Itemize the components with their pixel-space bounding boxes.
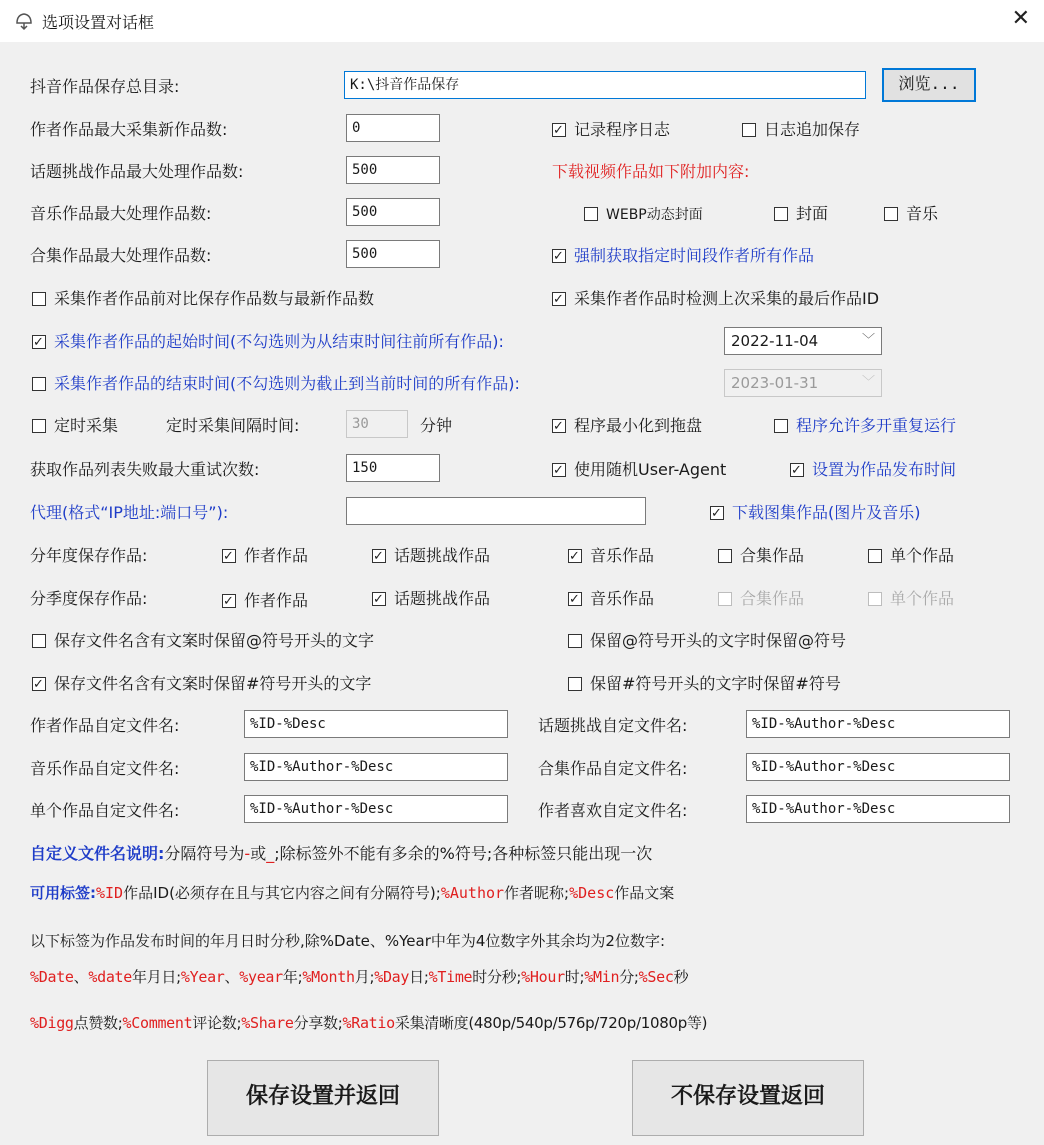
tag: %Sec [638, 968, 674, 986]
tag: %Digg [30, 1014, 74, 1032]
start-time-label: 采集作者作品的起始时间(不勾选则为从结束时间往前所有作品): [54, 332, 504, 351]
extra-content-title: 下载视频作品如下附加内容: [552, 162, 750, 181]
timer-checkbox[interactable] [32, 415, 118, 437]
save-return-button[interactable]: 保存设置并返回 [207, 1060, 439, 1136]
tag: %Desc [569, 884, 615, 902]
checkbox-icon [552, 249, 566, 263]
season-single-label: 单个作品 [890, 589, 955, 608]
log-append-checkbox[interactable] [742, 119, 860, 141]
help-text: 、 [73, 968, 89, 986]
help-text: 分; [619, 968, 639, 986]
tag: %ID [96, 884, 124, 902]
year-single-label: 单个作品 [890, 546, 955, 565]
topic-name-input[interactable]: %ID-%Author-%Desc [746, 710, 1010, 738]
end-date-value: 2023-01-31 [731, 374, 819, 392]
help-line-3: 以下标签为作品发布时间的年月日时分秒,除%Date、%Year中年为4位数字外其余均为2位数字: [30, 932, 666, 950]
help-text: 年; [282, 968, 303, 986]
help-title: 可用标签: [30, 884, 96, 902]
max-new-input[interactable]: 0 [346, 114, 440, 142]
multi-run-checkbox[interactable] [774, 415, 956, 437]
help-dash: - [244, 844, 251, 863]
help-text: 评论数; [192, 1014, 242, 1032]
checkbox-icon [552, 419, 566, 433]
tag: %Share [241, 1014, 294, 1032]
checkbox-icon [868, 549, 882, 563]
year-collection-label: 合集作品 [740, 546, 805, 565]
tag: %Year [180, 968, 225, 986]
random-ua-checkbox[interactable] [552, 459, 726, 481]
help-underscore: _ [266, 844, 275, 863]
tag: %Min [584, 968, 620, 986]
checkbox-icon [568, 634, 582, 648]
like-name-label: 作者喜欢自定文件名: [538, 801, 688, 820]
year-topic-label: 话题挑战作品 [394, 546, 491, 565]
log-append-label: 日志追加保存 [764, 120, 861, 139]
retry-input[interactable]: 150 [346, 454, 440, 482]
tag: %date [88, 968, 133, 986]
start-date-value: 2022-11-04 [731, 332, 819, 350]
start-time-checkbox[interactable] [32, 331, 504, 353]
help-text: 分享数; [293, 1014, 343, 1032]
collection-max-label: 合集作品最大处理作品数: [30, 246, 212, 265]
proxy-label: 代理(格式“IP地址:端口号”): [30, 503, 229, 522]
interval-label: 定时采集间隔时间: [166, 416, 300, 435]
help-text: 作品ID(必须存在且与其它内容之间有分隔符号); [123, 884, 441, 902]
webp-label: WEBP动态封面 [606, 207, 703, 223]
year-single-checkbox[interactable] [868, 545, 954, 567]
year-topic-checkbox[interactable] [372, 545, 490, 567]
checkbox-icon [710, 506, 724, 520]
music-name-label: 音乐作品自定文件名: [30, 759, 180, 778]
checkbox-icon [222, 549, 236, 563]
collection-name-label: 合集作品自定文件名: [538, 759, 688, 778]
tag: %Author [440, 884, 505, 902]
set-time-label: 设置为作品发布时间 [812, 460, 957, 479]
save-dir-label: 抖音作品保存总目录: [30, 77, 180, 96]
checkbox-icon [552, 123, 566, 137]
window-title: 选项设置对话框 [42, 13, 155, 32]
help-text: 月; [354, 968, 375, 986]
keep-at-text-checkbox[interactable] [32, 630, 374, 652]
help-line-4 [30, 966, 688, 988]
checkbox-icon [718, 592, 732, 606]
checkbox-icon [742, 123, 756, 137]
season-music-checkbox[interactable] [568, 588, 654, 610]
help-text: 年月日; [132, 968, 181, 986]
force-range-checkbox[interactable] [552, 245, 814, 267]
keep-at-text-label: 保存文件名含有文案时保留@符号开头的文字 [54, 631, 375, 650]
collection-max-input[interactable]: 500 [346, 240, 440, 268]
retry-label: 获取作品列表失败最大重试次数: [30, 460, 260, 479]
force-range-label: 强制获取指定时间段作者所有作品 [574, 246, 815, 265]
help-text: 或 [250, 844, 267, 863]
by-year-label: 分年度保存作品: [30, 546, 148, 565]
help-text: 时分秒; [472, 968, 522, 986]
help-line-5 [30, 1012, 707, 1034]
cover-checkbox[interactable] [774, 203, 828, 225]
checkbox-icon [32, 335, 46, 349]
author-name-input[interactable]: %ID-%Desc [244, 710, 508, 738]
checkbox-icon [32, 292, 46, 306]
help-text: 时; [564, 968, 585, 986]
year-collection-checkbox[interactable] [718, 545, 804, 567]
help-text: 日; [409, 968, 429, 986]
year-music-checkbox[interactable] [568, 545, 654, 567]
season-author-checkbox[interactable] [222, 590, 308, 612]
minimize-checkbox[interactable] [552, 415, 702, 437]
topic-max-input[interactable]: 500 [346, 156, 440, 184]
app-icon [14, 11, 34, 35]
timer-label: 定时采集 [54, 416, 119, 435]
tag: %Hour [521, 968, 565, 986]
help-text: 分隔符号为 [164, 844, 245, 863]
help-text: 作品文案 [614, 884, 675, 902]
no-save-return-button[interactable]: 不保存设置返回 [632, 1060, 864, 1136]
help-text: 秒 [673, 968, 689, 986]
help-text: 点赞数; [73, 1014, 123, 1032]
topic-name-label: 话题挑战自定文件名: [538, 716, 688, 735]
tag: %Time [428, 968, 473, 986]
season-topic-checkbox[interactable] [372, 588, 490, 610]
webp-checkbox[interactable] [584, 203, 703, 226]
music-max-label: 音乐作品最大处理作品数: [30, 204, 212, 223]
proxy-input[interactable] [346, 497, 646, 525]
detect-last-checkbox[interactable] [552, 288, 879, 310]
help-text: 采集清晰度(480p/540p/576p/720p/1080p等) [394, 1014, 708, 1032]
keep-hash-text-label: 保存文件名含有文案时保留#符号开头的文字 [54, 674, 372, 693]
chevron-down-icon: ﹀ [861, 375, 875, 390]
multi-run-label: 程序允许多开重复运行 [796, 416, 957, 435]
collection-name-input[interactable]: %ID-%Author-%Desc [746, 753, 1010, 781]
chevron-down-icon: ﹀ [861, 333, 875, 348]
checkbox-icon [372, 549, 386, 563]
music-extra-checkbox[interactable] [884, 203, 938, 225]
help-line-1 [30, 843, 652, 865]
checkbox-icon [568, 677, 582, 691]
checkbox-icon [552, 292, 566, 306]
year-author-checkbox[interactable] [222, 545, 308, 567]
keep-at-symbol-label: 保留@符号开头的文字时保留@符号 [590, 631, 847, 650]
single-name-input[interactable]: %ID-%Author-%Desc [244, 795, 508, 823]
cover-label: 封面 [796, 204, 829, 223]
topic-max-label: 话题挑战作品最大处理作品数: [30, 162, 244, 181]
end-date-picker[interactable] [724, 369, 882, 397]
season-collection-label: 合集作品 [740, 589, 805, 608]
tag: %Comment [122, 1014, 193, 1032]
season-single-checkbox[interactable] [868, 588, 954, 610]
browse-button[interactable]: 浏览... [882, 68, 976, 102]
season-music-label: 音乐作品 [590, 589, 655, 608]
title-bar [0, 0, 1044, 42]
checkbox-icon [32, 634, 46, 648]
close-icon[interactable]: ✕ [1011, 6, 1030, 31]
music-max-input[interactable]: 500 [346, 198, 440, 226]
author-name-label: 作者作品自定文件名: [30, 716, 180, 735]
by-season-label: 分季度保存作品: [30, 589, 148, 608]
compare-count-checkbox[interactable] [32, 288, 374, 310]
random-ua-label: 使用随机User-Agent [574, 460, 727, 479]
checkbox-icon [32, 377, 46, 391]
checkbox-icon [884, 207, 898, 221]
help-text: 、 [224, 968, 240, 986]
checkbox-icon [774, 419, 788, 433]
keep-hash-symbol-label: 保留#符号开头的文字时保留#符号 [590, 674, 841, 693]
checkbox-icon [568, 592, 582, 606]
save-dir-input[interactable]: K:\抖音作品保存 [344, 71, 866, 99]
season-topic-label: 话题挑战作品 [394, 589, 491, 608]
like-name-input[interactable]: %ID-%Author-%Desc [746, 795, 1010, 823]
music-extra-label: 音乐 [906, 204, 939, 223]
interval-input[interactable]: 30 [346, 410, 408, 438]
help-line-2 [30, 882, 674, 904]
checkbox-icon [718, 549, 732, 563]
checkbox-icon [790, 463, 804, 477]
checkbox-icon [32, 677, 46, 691]
minutes-unit: 分钟 [420, 416, 453, 435]
tag: %Day [374, 968, 410, 986]
detect-last-label: 采集作者作品时检测上次采集的最后作品ID [574, 289, 880, 308]
tag: %Date [30, 968, 74, 986]
checkbox-icon [222, 594, 236, 608]
compare-count-label: 采集作者作品前对比保存作品数与最新作品数 [54, 289, 375, 308]
checkbox-icon [584, 207, 598, 221]
max-new-label: 作者作品最大采集新作品数: [30, 120, 228, 139]
tag: %Month [302, 968, 355, 986]
end-time-label: 采集作者作品的结束时间(不勾选则为截止到当前时间的所有作品): [54, 374, 520, 393]
checkbox-icon [868, 592, 882, 606]
download-gallery-checkbox[interactable] [710, 502, 921, 524]
help-title: 自定义文件名说明: [30, 844, 165, 863]
keep-at-symbol-checkbox[interactable] [568, 630, 846, 652]
checkbox-icon [372, 592, 386, 606]
set-time-checkbox[interactable] [790, 459, 956, 481]
download-gallery-label: 下载图集作品(图片及音乐) [732, 503, 921, 522]
help-text: ;除标签外不能有多余的%符号;各种标签只能出现一次 [274, 844, 653, 863]
keep-hash-symbol-checkbox[interactable] [568, 673, 841, 695]
year-music-label: 音乐作品 [590, 546, 655, 565]
log-checkbox[interactable] [552, 119, 670, 141]
log-label: 记录程序日志 [574, 120, 671, 139]
keep-hash-text-checkbox[interactable] [32, 673, 371, 695]
checkbox-icon [568, 549, 582, 563]
start-date-picker[interactable] [724, 327, 882, 355]
single-name-label: 单个作品自定文件名: [30, 801, 180, 820]
season-author-label: 作者作品 [244, 591, 309, 610]
season-collection-checkbox[interactable] [718, 588, 804, 610]
help-text: 作者昵称; [504, 884, 570, 902]
checkbox-icon [552, 463, 566, 477]
music-name-input[interactable]: %ID-%Author-%Desc [244, 753, 508, 781]
tag: %year [239, 968, 283, 986]
end-time-checkbox[interactable] [32, 373, 520, 395]
tag: %Ratio [342, 1014, 395, 1032]
checkbox-icon [774, 207, 788, 221]
year-author-label: 作者作品 [244, 546, 309, 565]
minimize-label: 程序最小化到拖盘 [574, 416, 703, 435]
checkbox-icon [32, 419, 46, 433]
